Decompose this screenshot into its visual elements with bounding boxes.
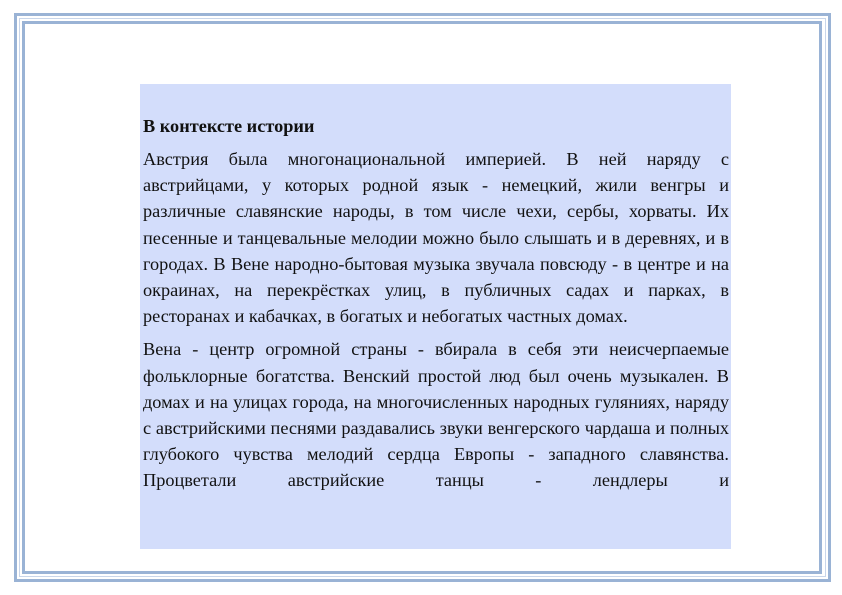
- paragraph-2: Вена - центр огромной страны - вбирала в себя эти неисчерпаемые фольклорные богатства. Венский простой люд был очень музыкален. В домах и на улицах города, на многочисленных народных гуляниях, наряду с австрийскими песнями раздавались звуки венгерского чардаша и полных глубокого чувства мелодий сердца Европы - западного славянства. Процветали австрийские танцы - лендлеры и: [143, 339, 729, 491]
- text-box: [140, 84, 731, 549]
- paragraph-1: Австрия была многонациональной империей. В ней наряду с австрийцами, у которых родной язык - немецкий, жили венгры и различные славянские народы, в том числе чехи, сербы, хорваты. Их песенные и танцевальные мелодии можно было слышать и в деревнях, и в городах. В Вене народно-бытовая музыка звучала повсюду - в центре и на окраинах, на перекрёстках улиц, в публичных садах и парках, в ресторанах и кабачках, в богатых и небогатых частных домах.: [143, 149, 729, 327]
- section-heading: В контексте истории: [143, 116, 315, 136]
